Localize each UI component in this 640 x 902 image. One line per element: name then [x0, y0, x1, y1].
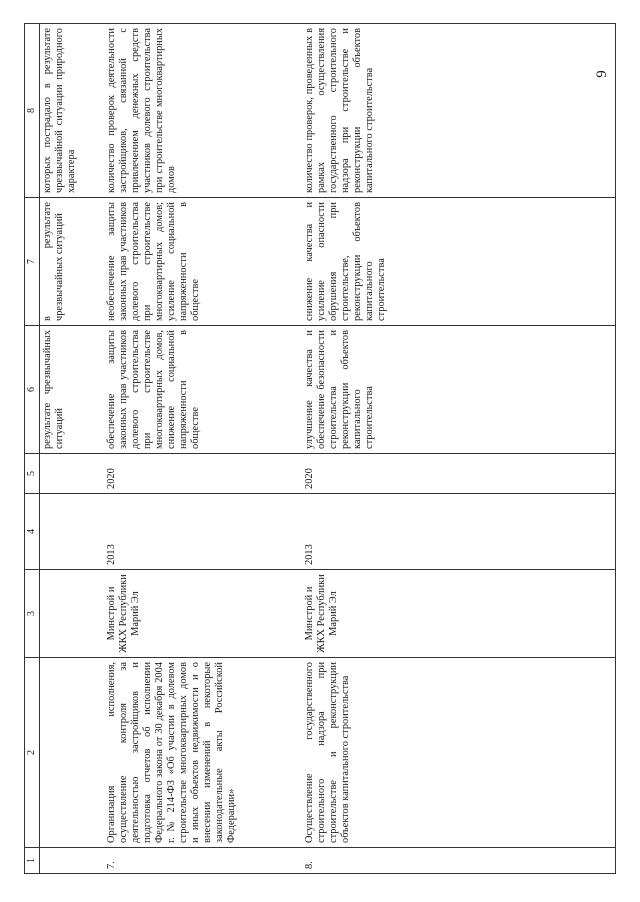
result-text: улучшение качества и обеспечение безопасности строительства и реконструкции объектов капитального строительства	[296, 326, 616, 454]
header-cell-2: 2	[25, 658, 40, 848]
measure-text: Осуществление государственного строительного надзора при строительстве и реконструкции объектов капитального строительства	[296, 658, 616, 848]
cont-cell-4	[40, 494, 100, 570]
executor-text: Минстрой и ЖКХ Республики Марий Эл	[100, 570, 296, 658]
header-cell-6: 6	[25, 326, 40, 454]
continuation-row	[40, 24, 100, 874]
header-row	[25, 24, 40, 874]
header-cell-5: 5	[25, 454, 40, 494]
start-year: 2013	[296, 494, 616, 570]
header-cell-3: 3	[25, 570, 40, 658]
row-number: 8.	[296, 848, 616, 874]
end-year: 2020	[296, 454, 616, 494]
cont-cell-5	[40, 454, 100, 494]
consequence-text: необеспечение защиты законных прав участников долевого строительства при строительстве многоквартирных домов; усиление социальной напряженности в обществе	[100, 198, 296, 326]
header-cell-1: 1	[25, 848, 40, 874]
table-row	[100, 24, 296, 874]
page-number: 9	[594, 70, 610, 78]
result-text: обеспечение защиты законных прав участников долевого строительства при строительстве многоквартирных домов, снижение социальной напряженности в обществе	[100, 326, 296, 454]
header-cell-7: 7	[25, 198, 40, 326]
measure-text: Организация исполнения, осуществление контроля за деятельностью застройщиков и подготовка отчетов об исполнении Федерального закона от 30 декабря 2004 г. № 214-ФЗ «Об участии в долевом строительстве многоквартирных домов и иных объектов недвижимости и о внесении изменений в некоторые законодательные акты Российской Федерации»	[100, 658, 296, 848]
cont-cell-1	[40, 848, 100, 874]
cont-indicator: которых пострадало в результате чрезвычайной ситуации природного характера	[40, 24, 100, 198]
header-cell-4: 4	[25, 494, 40, 570]
start-year: 2013	[100, 494, 296, 570]
table-row	[296, 24, 616, 874]
indicator-text: количество проверок, проведенных в рамках осуществления государственного строительного надзора при строительстве и реконструкции объектов капитального строительства	[296, 24, 616, 198]
program-measures-table	[24, 23, 616, 874]
cont-result: результате чрезвычайных ситуаций	[40, 326, 100, 454]
header-cell-8: 8	[25, 24, 40, 198]
end-year: 2020	[100, 454, 296, 494]
cont-consequence: в результате чрезвычайных ситуаций	[40, 198, 100, 326]
cont-cell-2	[40, 658, 100, 848]
indicator-text: количество проверок деятельности застройщиков, связанной с привлечением денежных средств участников долевого строительства при строительстве многоквартирных домов	[100, 24, 296, 198]
rotated-table-container	[24, 24, 616, 874]
consequence-text: снижение качества и усиление опасности обрушения при строительстве, реконструкции объектов капитального строительства	[296, 198, 616, 326]
row-number: 7.	[100, 848, 296, 874]
executor-text: Минстрой и ЖКХ Республики Марий Эл	[296, 570, 616, 658]
cont-cell-3	[40, 570, 100, 658]
